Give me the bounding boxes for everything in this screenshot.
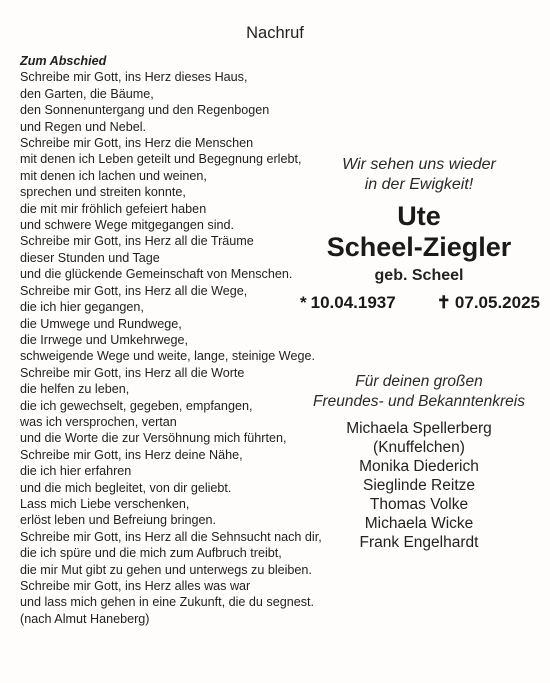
poem-line: mit denen ich lachen und weinen, xyxy=(20,168,207,183)
poem-line: die ich hier gegangen, xyxy=(20,300,144,315)
mourner-name: Frank Engelhardt xyxy=(359,534,479,551)
poem-line: was ich versprochen, vertan xyxy=(20,414,177,429)
mourner-name: Monika Diederich xyxy=(359,458,479,475)
birth-star-icon: * xyxy=(300,293,307,312)
poem-line: Schreibe mir Gott, ins Herz deine Nähe, xyxy=(20,447,243,462)
birth-name: geb. Scheel xyxy=(374,267,464,284)
poem-line: und lass mich gehen in eine Zukunft, die du segnest. xyxy=(20,595,315,610)
life-dates xyxy=(300,293,540,313)
poem-line: die mit mir fröhlich gefeiert haben xyxy=(20,201,207,216)
poem-line: sprechen und streiten konnte, xyxy=(20,185,186,200)
poem-line: die ich hier erfahren xyxy=(20,464,132,479)
poem-line: Schreibe mir Gott, ins Herz all die Sehnsucht nach dir, xyxy=(20,529,322,544)
mourners-list xyxy=(305,419,533,552)
poem-line: erlöst leben und Befreiung bringen. xyxy=(20,513,217,528)
poem-line: Schreibe mir Gott, ins Herz alles was war xyxy=(20,579,251,593)
death-date: 07.05.2025 xyxy=(454,293,540,312)
poem-line: (nach Almut Haneberg) xyxy=(20,611,150,626)
poem-line: mit denen ich Leben geteilt und Begegnung erlebt, xyxy=(20,152,302,167)
poem-line: die ich spüre und die mich zum Aufbruch treibt, xyxy=(20,546,282,561)
birth-date-group xyxy=(300,293,396,313)
mourner-name: Sieglinde Reitze xyxy=(362,477,475,494)
page-title: Nachruf xyxy=(246,24,304,42)
poem-line: die ich gewechselt, gegeben, empfangen, xyxy=(20,398,253,413)
quote xyxy=(305,155,533,195)
mourner-name: (Knuffelchen) xyxy=(373,439,465,456)
poem-line: die mir Mut gibt zu gehen und unterwegs zu bleiben. xyxy=(20,562,312,577)
poem-line: die Irrwege und Umkehrwege, xyxy=(20,332,188,347)
first-name: Ute xyxy=(397,201,441,231)
cross-icon: ✝ xyxy=(436,293,451,312)
birth-date: 10.04.1937 xyxy=(310,293,396,312)
poem-line: die helfen zu leben, xyxy=(20,382,130,397)
poem-line: und schwere Wege mitgegangen sind. xyxy=(20,218,234,233)
poem-line: und die glückende Gemeinschaft von Menschen. xyxy=(20,267,293,282)
death-date-group xyxy=(437,293,540,313)
dedication xyxy=(305,372,533,412)
poem-line: Schreibe mir Gott, ins Herz dieses Haus, xyxy=(20,70,248,85)
poem-line: und die Worte die zur Versöhnung mich führten, xyxy=(20,431,287,446)
mourner-name: Thomas Volke xyxy=(369,496,469,513)
poem-line: Schreibe mir Gott, ins Herz all die Wege, xyxy=(20,283,248,298)
poem-line: den Sonnenuntergang und den Regenbogen xyxy=(20,103,270,118)
poem-line: Schreibe mir Gott, ins Herz die Menschen xyxy=(20,136,254,151)
quote-line: Wir sehen uns wieder xyxy=(342,156,496,173)
poem xyxy=(20,53,340,627)
poem-line: Schreibe mir Gott, ins Herz all die Worte xyxy=(20,365,245,380)
poem-line: dieser Stunden und Tage xyxy=(20,250,160,265)
poem-line: Schreibe mir Gott, ins Herz all die Träume xyxy=(20,234,254,249)
poem-title: Zum Abschied xyxy=(20,54,107,68)
poem-lines xyxy=(20,69,340,627)
mourner-name: Michaela Spellerberg xyxy=(346,420,492,437)
poem-line: schweigende Wege und weite, lange, steinige Wege. xyxy=(20,349,315,364)
deceased-name xyxy=(305,201,533,263)
quote-line: in der Ewigkeit! xyxy=(364,176,474,193)
mourner-name: Michaela Wicke xyxy=(364,515,474,532)
poem-line: und Regen und Nebel. xyxy=(20,119,147,134)
poem-line: Lass mich Liebe verschenken, xyxy=(20,496,190,511)
poem-line: und die mich begleitet, von dir geliebt. xyxy=(20,480,232,495)
dedication-line: Für deinen großen xyxy=(355,373,483,390)
poem-line: den Garten, die Bäume, xyxy=(20,86,154,101)
last-name: Scheel-Ziegler xyxy=(326,232,512,262)
poem-line: die Umwege und Rundwege, xyxy=(20,316,182,331)
dedication-line: Freundes- und Bekanntenkreis xyxy=(313,393,525,410)
